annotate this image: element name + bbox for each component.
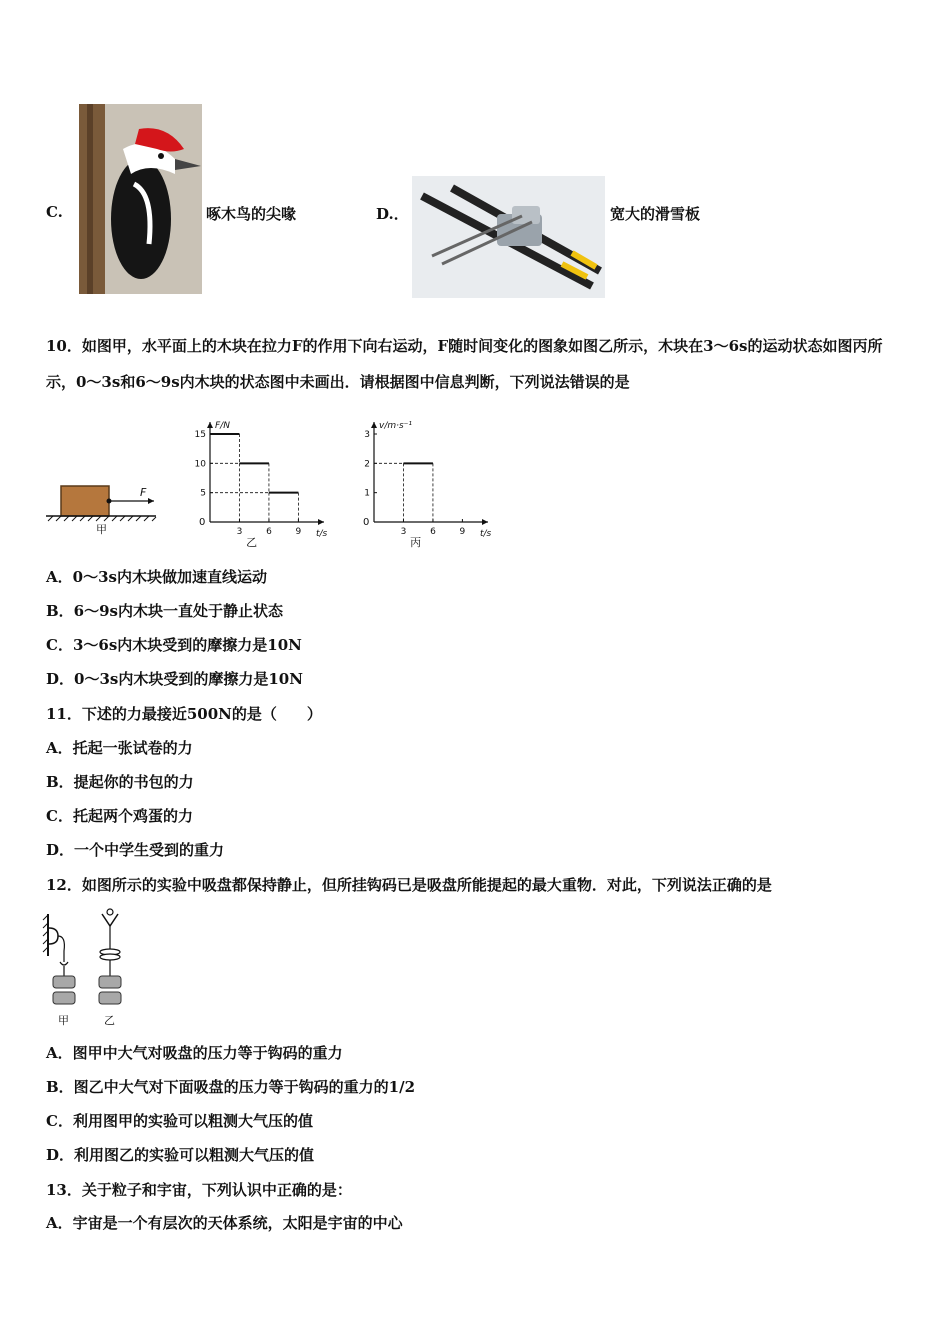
figure-jia: [44, 478, 164, 540]
q13-option-a: A．宇宙是一个有层次的天体系统，太阳是宇宙的中心: [46, 1214, 403, 1232]
bing-title: 丙: [410, 536, 422, 549]
yi-x-tick-label-1: 6: [266, 527, 272, 537]
q13-stem: 13．关于粒子和宇宙，下列认识中正确的是：: [46, 1181, 352, 1199]
q10-option-a: A．0～3s内木块做加速直线运动: [46, 568, 267, 586]
bing-x-arrow: [482, 519, 488, 525]
yi-y-arrow: [207, 422, 213, 428]
q12-stem: 12．如图所示的实验中吸盘都保持静止，但所挂钩码已是吸盘所能提起的最大重物．对此，下列说法正确的是: [46, 876, 772, 894]
yi-x-tick-label-2: 9: [295, 527, 302, 537]
force-label: F: [140, 486, 147, 499]
bing-y-tick-label-1: 2: [364, 459, 370, 470]
bing-origin-label: 0: [363, 517, 370, 528]
option-d-caption: 宽大的滑雪板: [610, 205, 701, 223]
q11-option-d: D．一个中学生受到的重力: [46, 841, 225, 859]
bing-y-tick-label-0: 1: [364, 488, 370, 499]
bing-y-tick-label-2: 3: [364, 430, 370, 440]
yi-y-tick-label-1: 10: [194, 459, 206, 470]
yi-y-tick-label-0: 5: [200, 488, 206, 499]
chart-bing-velocity-time: [352, 412, 512, 552]
suction-cup-figure: [40, 906, 130, 1030]
ski-icon: [412, 176, 605, 298]
chart-yi-force-time: [188, 412, 348, 552]
q12-option-c: C．利用图甲的实验可以粗测大气压的值: [46, 1112, 313, 1130]
option-c-caption: 啄木鸟的尖喙: [206, 205, 297, 223]
q10-option-d: D．0～3s内木块受到的摩擦力是10N: [46, 670, 303, 688]
bing-xlabel: t/s: [480, 529, 492, 539]
q11-stem: 11．下述的力最接近500N的是（ ）: [46, 705, 322, 723]
option-d-letter: D.．: [376, 205, 409, 223]
yi-xlabel: t/s: [316, 529, 328, 539]
bing-y-arrow: [371, 422, 377, 428]
q11-option-c: C．托起两个鸡蛋的力: [46, 807, 193, 825]
bing-x-tick-label-1: 6: [430, 527, 436, 537]
figure-caption-jia: 甲: [58, 1014, 69, 1027]
q12-option-a: A．图甲中大气对吸盘的压力等于钩码的重力: [46, 1044, 343, 1062]
q10-option-c: C．3～6s内木块受到的摩擦力是10N: [46, 636, 302, 654]
yi-title: 乙: [246, 536, 258, 549]
option-c-letter: C.: [46, 203, 63, 221]
yi-y-tick-label-2: 15: [194, 430, 206, 440]
q11-option-b: B．提起你的书包的力: [46, 773, 194, 791]
q10-stem: 10．如图甲，水平面上的木块在拉力F的作用下向右运动，F随时间变化的图象如图乙所示，木块在3～6s的运动状态如图丙所示，0～3s和6～9s内木块的状态图中未画出．请根据图中信息判断，下列说法错误的是: [46, 337, 883, 391]
yi-ylabel: F/N: [215, 421, 230, 431]
figure-caption-yi: 乙: [104, 1014, 115, 1027]
q12-option-b: B．图乙中大气对下面吸盘的压力等于钩码的重力的1/2: [46, 1078, 416, 1096]
bing-ylabel: v/m·s⁻¹: [379, 421, 413, 431]
q12-option-d: D．利用图乙的实验可以粗测大气压的值: [46, 1146, 315, 1164]
yi-origin-label: 0: [199, 517, 206, 528]
figure-jia-caption: 甲: [96, 523, 107, 536]
yi-x-arrow: [318, 519, 324, 525]
bing-x-tick-label-2: 9: [459, 527, 466, 537]
q11-option-a: A．托起一张试卷的力: [46, 739, 193, 757]
woodpecker-icon: [79, 104, 202, 294]
bing-x-tick-label-0: 3: [400, 527, 407, 537]
q10-option-b: B．6～9s内木块一直处于静止状态: [46, 602, 283, 620]
yi-x-tick-label-0: 3: [236, 527, 243, 537]
